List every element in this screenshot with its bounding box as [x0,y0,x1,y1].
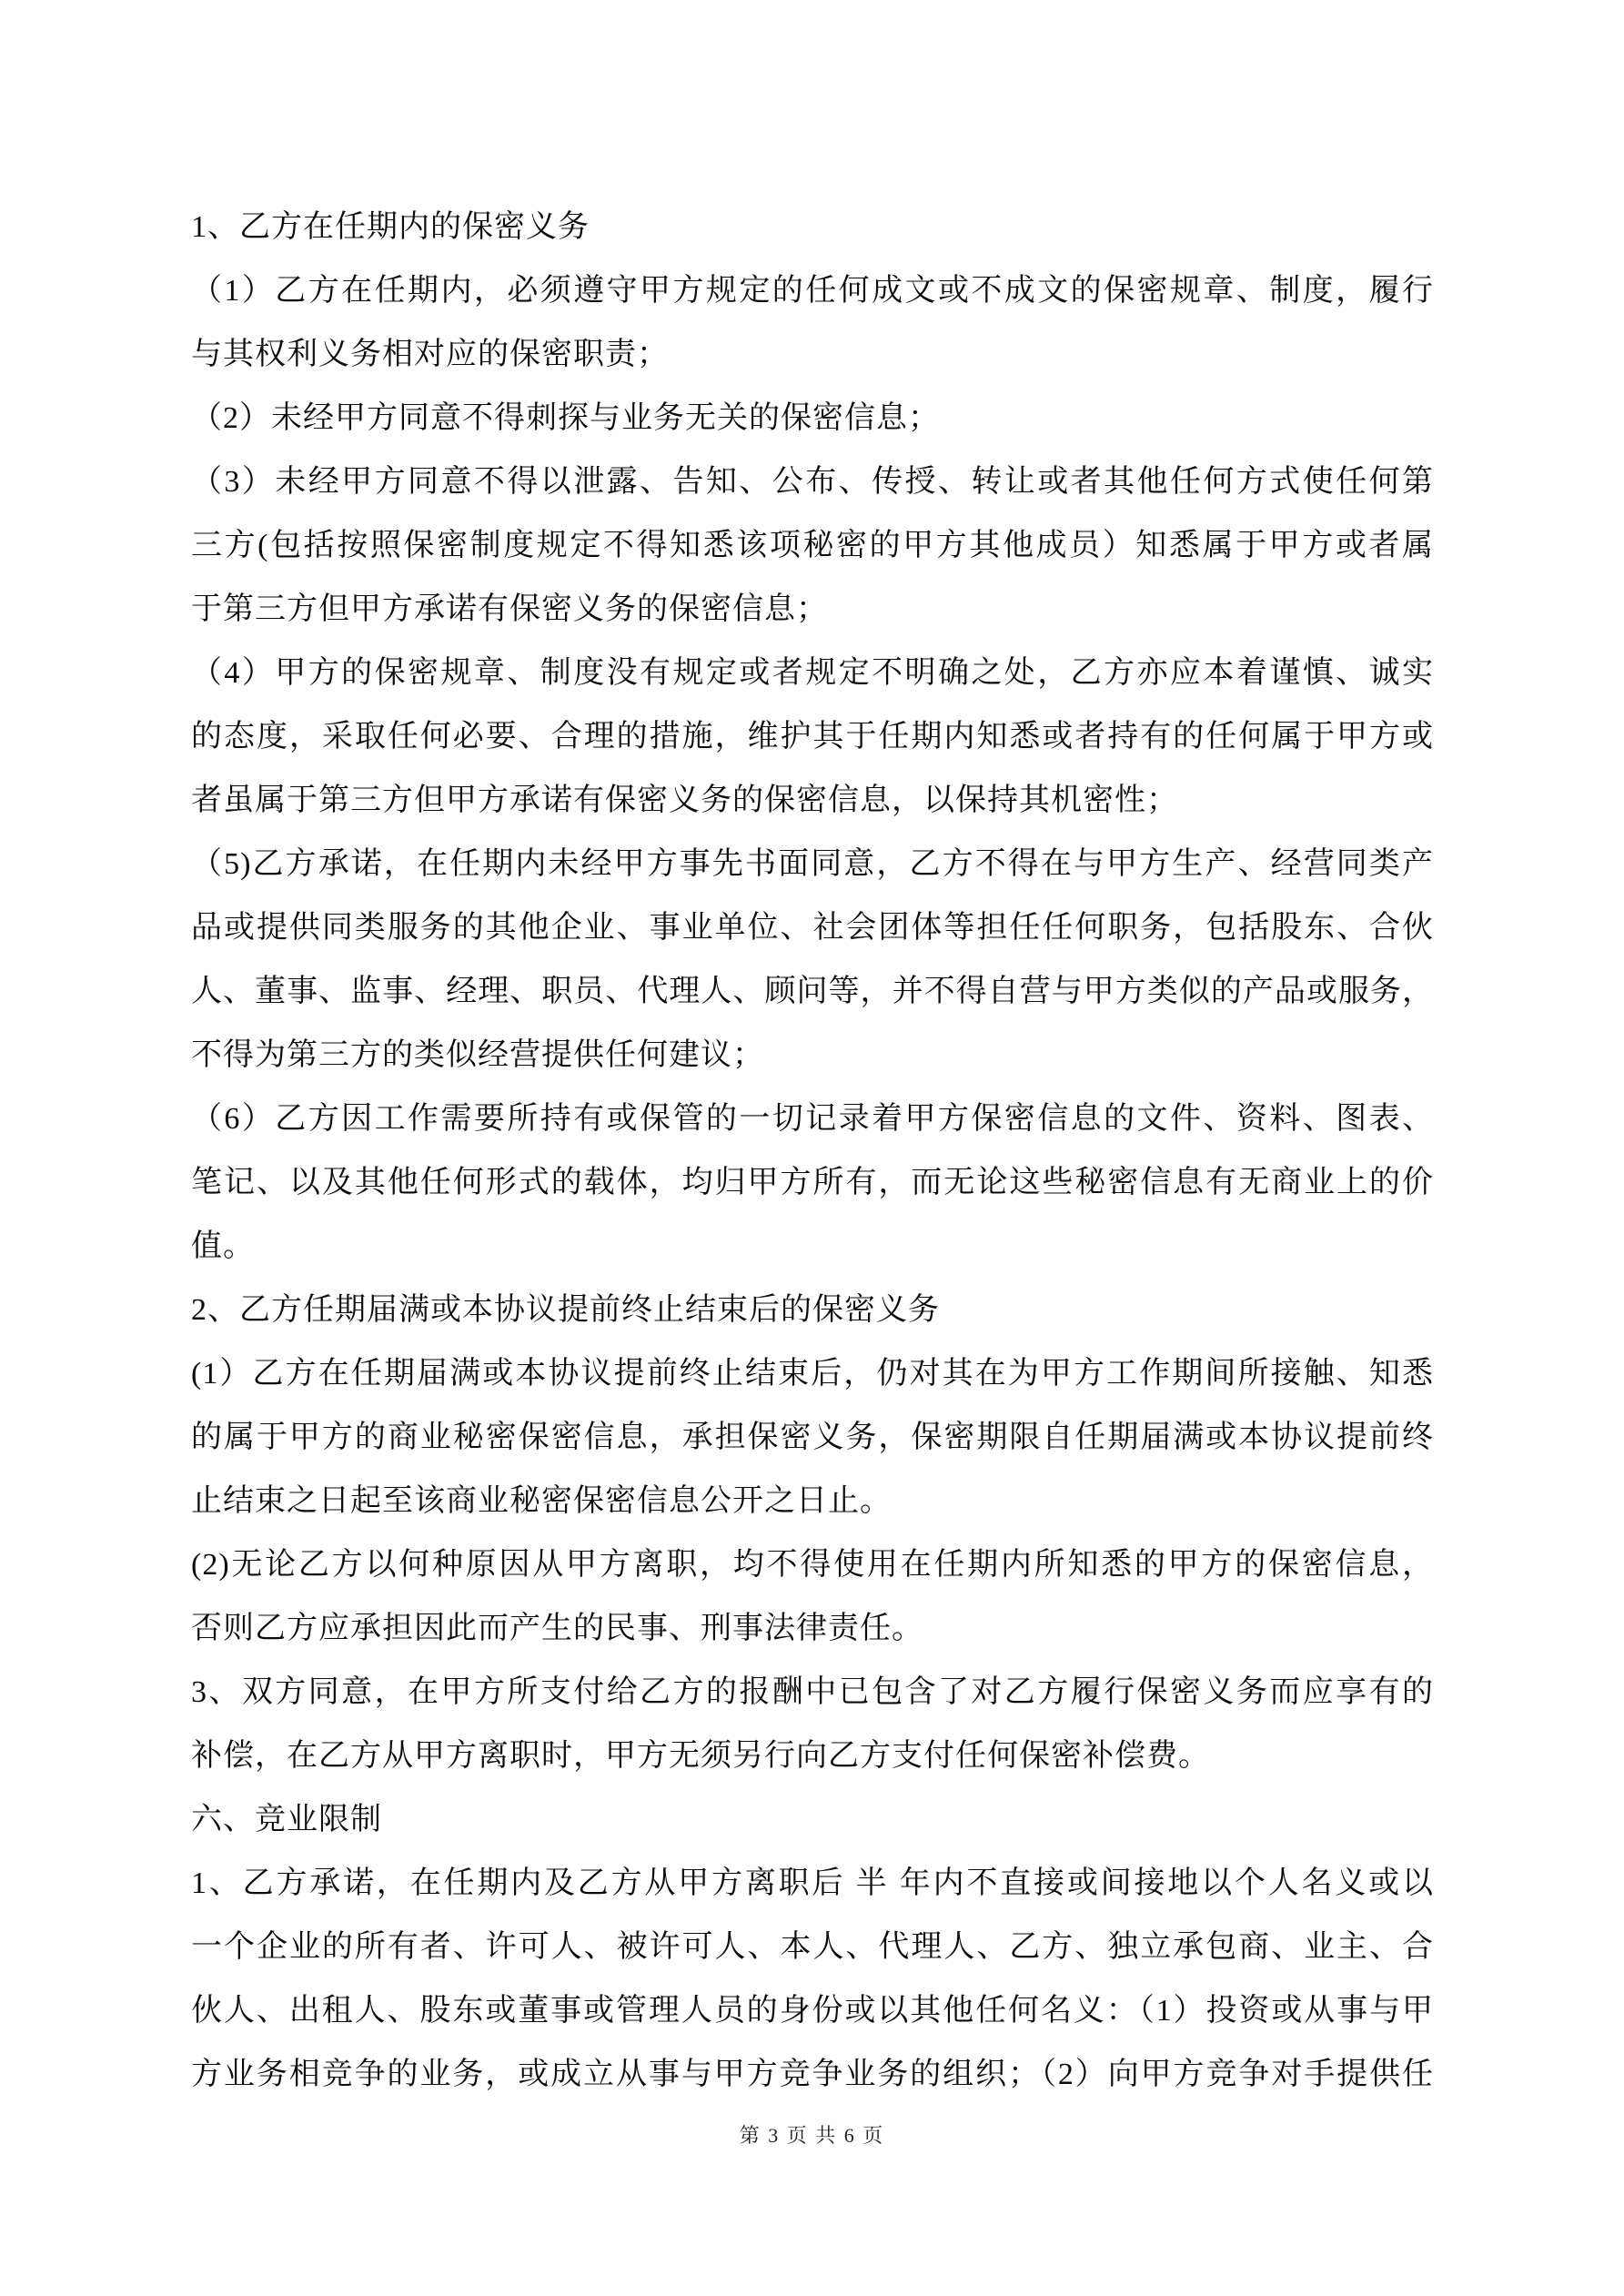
document-line: 一个企业的所有者、许可人、被许可人、本人、代理人、乙方、独立承包商、业主、合 [191,1930,1434,1964]
document-line: 方业务相竞争的业务，或成立从事与甲方竞争业务的组织；（2）向甲方竞争对手提供任 [191,2058,1434,2091]
page-number-footer: 第 3 页 共 6 页 [739,2124,885,2147]
document-line: 三方(包括按照保密制度规定不得知悉该项秘密的甲方其他成员）知悉属于甲方或者属 [191,529,1434,562]
document-line: （3）未经甲方同意不得以泄露、告知、公布、传授、转让或者其他任何方式使任何第 [191,465,1434,499]
document-line: （1）乙方在任期内，必须遵守甲方规定的任何成文或不成文的保密规章、制度，履行 [191,274,1434,308]
document-line: （4）甲方的保密规章、制度没有规定或者规定不明确之处，乙方亦应本着谨慎、诚实 [191,656,1434,690]
document-line: （2）未经甲方同意不得刺探与业务无关的保密信息； [191,401,940,435]
document-line: （5)乙方承诺，在任期内未经甲方事先书面同意，乙方不得在与甲方生产、经营同类产 [191,847,1434,881]
document-line: 1、乙方在任期内的保密义务 [191,210,590,244]
document-line: 的态度，采取任何必要、合理的措施，维护其于任期内知悉或者持有的任何属于甲方或 [191,720,1434,754]
document-line: 与其权利义务相对应的保密职责； [191,338,669,371]
document-line: 不得为第三方的类似经营提供任何建议； [191,1038,764,1072]
document-line: (2)无论乙方以何种原因从甲方离职，均不得使用在任期内所知悉的甲方的保密信息， [191,1548,1434,1582]
document-line: 补偿，在乙方从甲方离职时，甲方无须另行向乙方支付任何保密补偿费。 [191,1739,1210,1773]
document-line: 品或提供同类服务的其他企业、事业单位、社会团体等担任任何职务，包括股东、合伙 [191,911,1434,945]
document-line: 3、双方同意，在甲方所支付给乙方的报酬中已包含了对乙方履行保密义务而应享有的 [191,1675,1434,1709]
document-line: （6）乙方因工作需要所持有或保管的一切记录着甲方保密信息的文件、资料、图表、 [191,1102,1434,1136]
document-body [191,196,1434,2107]
document-line: 的属于甲方的商业秘密保密信息，承担保密义务，保密期限自任期届满或本协议提前终 [191,1421,1434,1454]
document-line: 1、乙方承诺，在任期内及乙方从甲方离职后 半 年内不直接或间接地以个人名义或以 [191,1866,1434,1900]
document-line: 止结束之日起至该商业秘密保密信息公开之日止。 [191,1484,892,1518]
document-line: 2、乙方任期届满或本协议提前终止结束后的保密义务 [191,1293,940,1327]
document-line: 者虽属于第三方但甲方承诺有保密义务的保密信息，以保持其机密性； [191,784,1178,817]
document-line: 于第三方但甲方承诺有保密义务的保密信息； [191,592,828,626]
document-line: (1）乙方在任期届满或本协议提前终止结束后，仍对其在为甲方工作期间所接触、知悉 [191,1357,1434,1391]
document-line: 否则乙方应承担因此而产生的民事、刑事法律责任。 [191,1612,923,1645]
document-line: 值。 [191,1229,255,1263]
document-line: 六、竞业限制 [191,1803,382,1836]
document-line: 伙人、出租人、股东或董事或管理人员的身份或以其他任何名义：（1）投资或从事与甲 [191,1994,1434,2028]
document-line: 笔记、以及其他任何形式的载体，均归甲方所有，而无论这些秘密信息有无商业上的价 [191,1166,1434,1199]
document-line: 人、董事、监事、经理、职员、代理人、顾问等，并不得自营与甲方类似的产品或服务， [191,975,1434,1008]
